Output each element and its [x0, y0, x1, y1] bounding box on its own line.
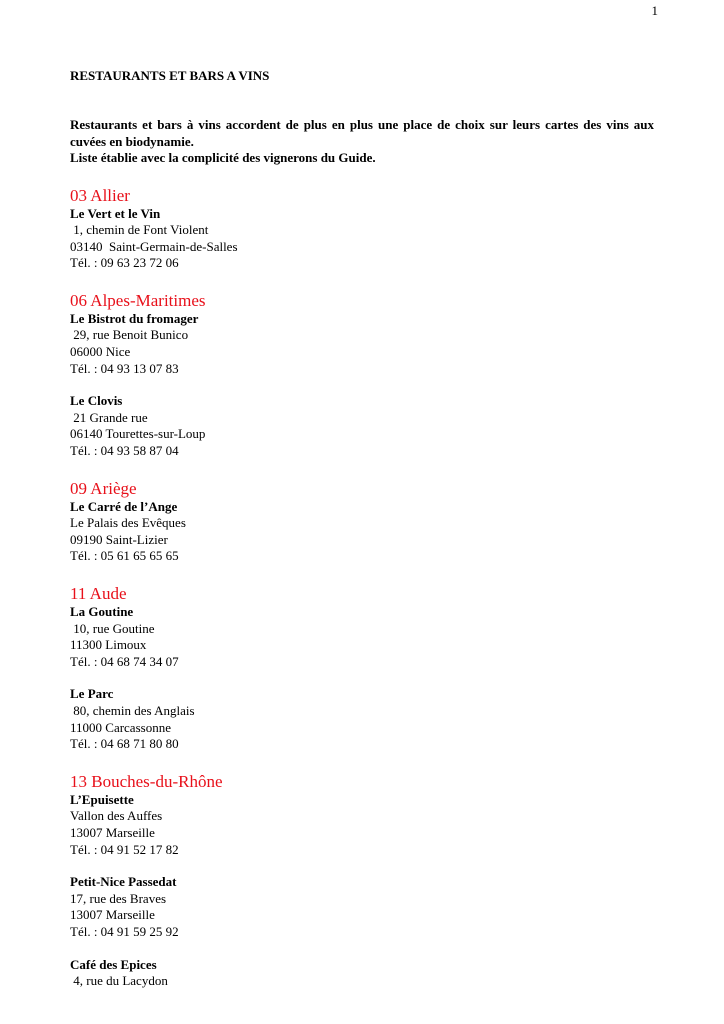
- venue-address-line: Le Palais des Evêques: [70, 515, 186, 531]
- venue-phone: Tél. : 04 91 59 25 92: [70, 923, 179, 939]
- intro-line: Restaurants et bars à vins accordent de plus en plus une place de choix sur leurs cartes des vins aux cuvées en biodynamie.: [70, 117, 654, 149]
- venue-name: Le Bistrot du fromager: [70, 310, 199, 326]
- venue-name: Le Vert et le Vin: [70, 205, 161, 221]
- intro-line: Liste établie avec la complicité des vignerons du Guide.: [70, 150, 376, 165]
- venue-postal-city: 13007 Marseille: [70, 824, 155, 840]
- venue-name: Café des Epices: [70, 956, 157, 972]
- venue-address-line: Vallon des Auffes: [70, 808, 163, 824]
- document-title: RESTAURANTS ET BARS A VINS: [70, 68, 270, 83]
- department-heading: 03 Allier: [70, 185, 130, 205]
- venue-address-line: 1, chemin de Font Violent: [70, 222, 209, 238]
- venue-entry: [70, 686, 654, 752]
- venue-phone: Tél. : 04 68 71 80 80: [70, 736, 179, 752]
- department-heading: 13 Bouches-du-Rhône: [70, 771, 223, 791]
- department-heading: 09 Ariège: [70, 478, 137, 498]
- venue-address-line: 80, chemin des Anglais: [70, 702, 195, 718]
- venue-entry: [70, 499, 654, 565]
- venue-phone: Tél. : 04 93 13 07 83: [70, 360, 179, 376]
- venue-entry: [70, 311, 654, 377]
- venue-phone: Tél. : 04 91 52 17 82: [70, 841, 179, 857]
- venue-name: La Goutine: [70, 604, 134, 619]
- document-body: [70, 67, 654, 990]
- venue-name: Le Parc: [70, 686, 114, 702]
- venue-address-line: 10, rue Goutine: [70, 620, 155, 636]
- department-heading: 11 Aude: [70, 584, 127, 603]
- venue-postal-city: 13007 Marseille: [70, 907, 155, 923]
- venue-address-line: 29, rue Benoit Bunico: [70, 327, 189, 343]
- venue-postal-city: 09190 Saint-Lizier: [70, 531, 168, 547]
- venue-address-line: 4, rue du Lacydon: [70, 973, 168, 989]
- venue-entry: [70, 393, 654, 459]
- venue-postal-city: 06000 Nice: [70, 344, 131, 360]
- venue-postal-city: 03140 Saint-Germain-de-Salles: [70, 238, 238, 254]
- venue-entry: [70, 957, 654, 990]
- venue-name: Le Carré de l’Ange: [70, 498, 178, 514]
- venue-entry: [70, 206, 654, 272]
- venue-postal-city: 06140 Tourettes-sur-Loup: [70, 426, 206, 442]
- venue-name: Petit-Nice Passedat: [70, 874, 177, 890]
- venue-postal-city: 11300 Limoux: [70, 637, 147, 653]
- venue-phone: Tél. : 05 61 65 65 65: [70, 548, 179, 564]
- page-number: 1: [651, 3, 658, 18]
- venue-phone: Tél. : 09 63 23 72 06: [70, 255, 179, 271]
- venue-phone: Tél. : 04 68 74 34 07: [70, 653, 179, 669]
- venue-entry: [70, 792, 654, 858]
- venue-postal-city: 11000 Carcassonne: [70, 719, 171, 735]
- department-heading: 06 Alpes-Maritimes: [70, 290, 206, 310]
- venue-phone: Tél. : 04 93 58 87 04: [70, 443, 179, 459]
- venue-entry: [70, 604, 654, 670]
- venue-name: Le Clovis: [70, 393, 123, 409]
- venue-address-line: 21 Grande rue: [70, 409, 148, 425]
- venue-entry: [70, 874, 654, 940]
- venue-address-line: 17, rue des Braves: [70, 890, 167, 906]
- venue-name: L’Epuisette: [70, 791, 134, 807]
- intro-paragraph: [70, 117, 654, 167]
